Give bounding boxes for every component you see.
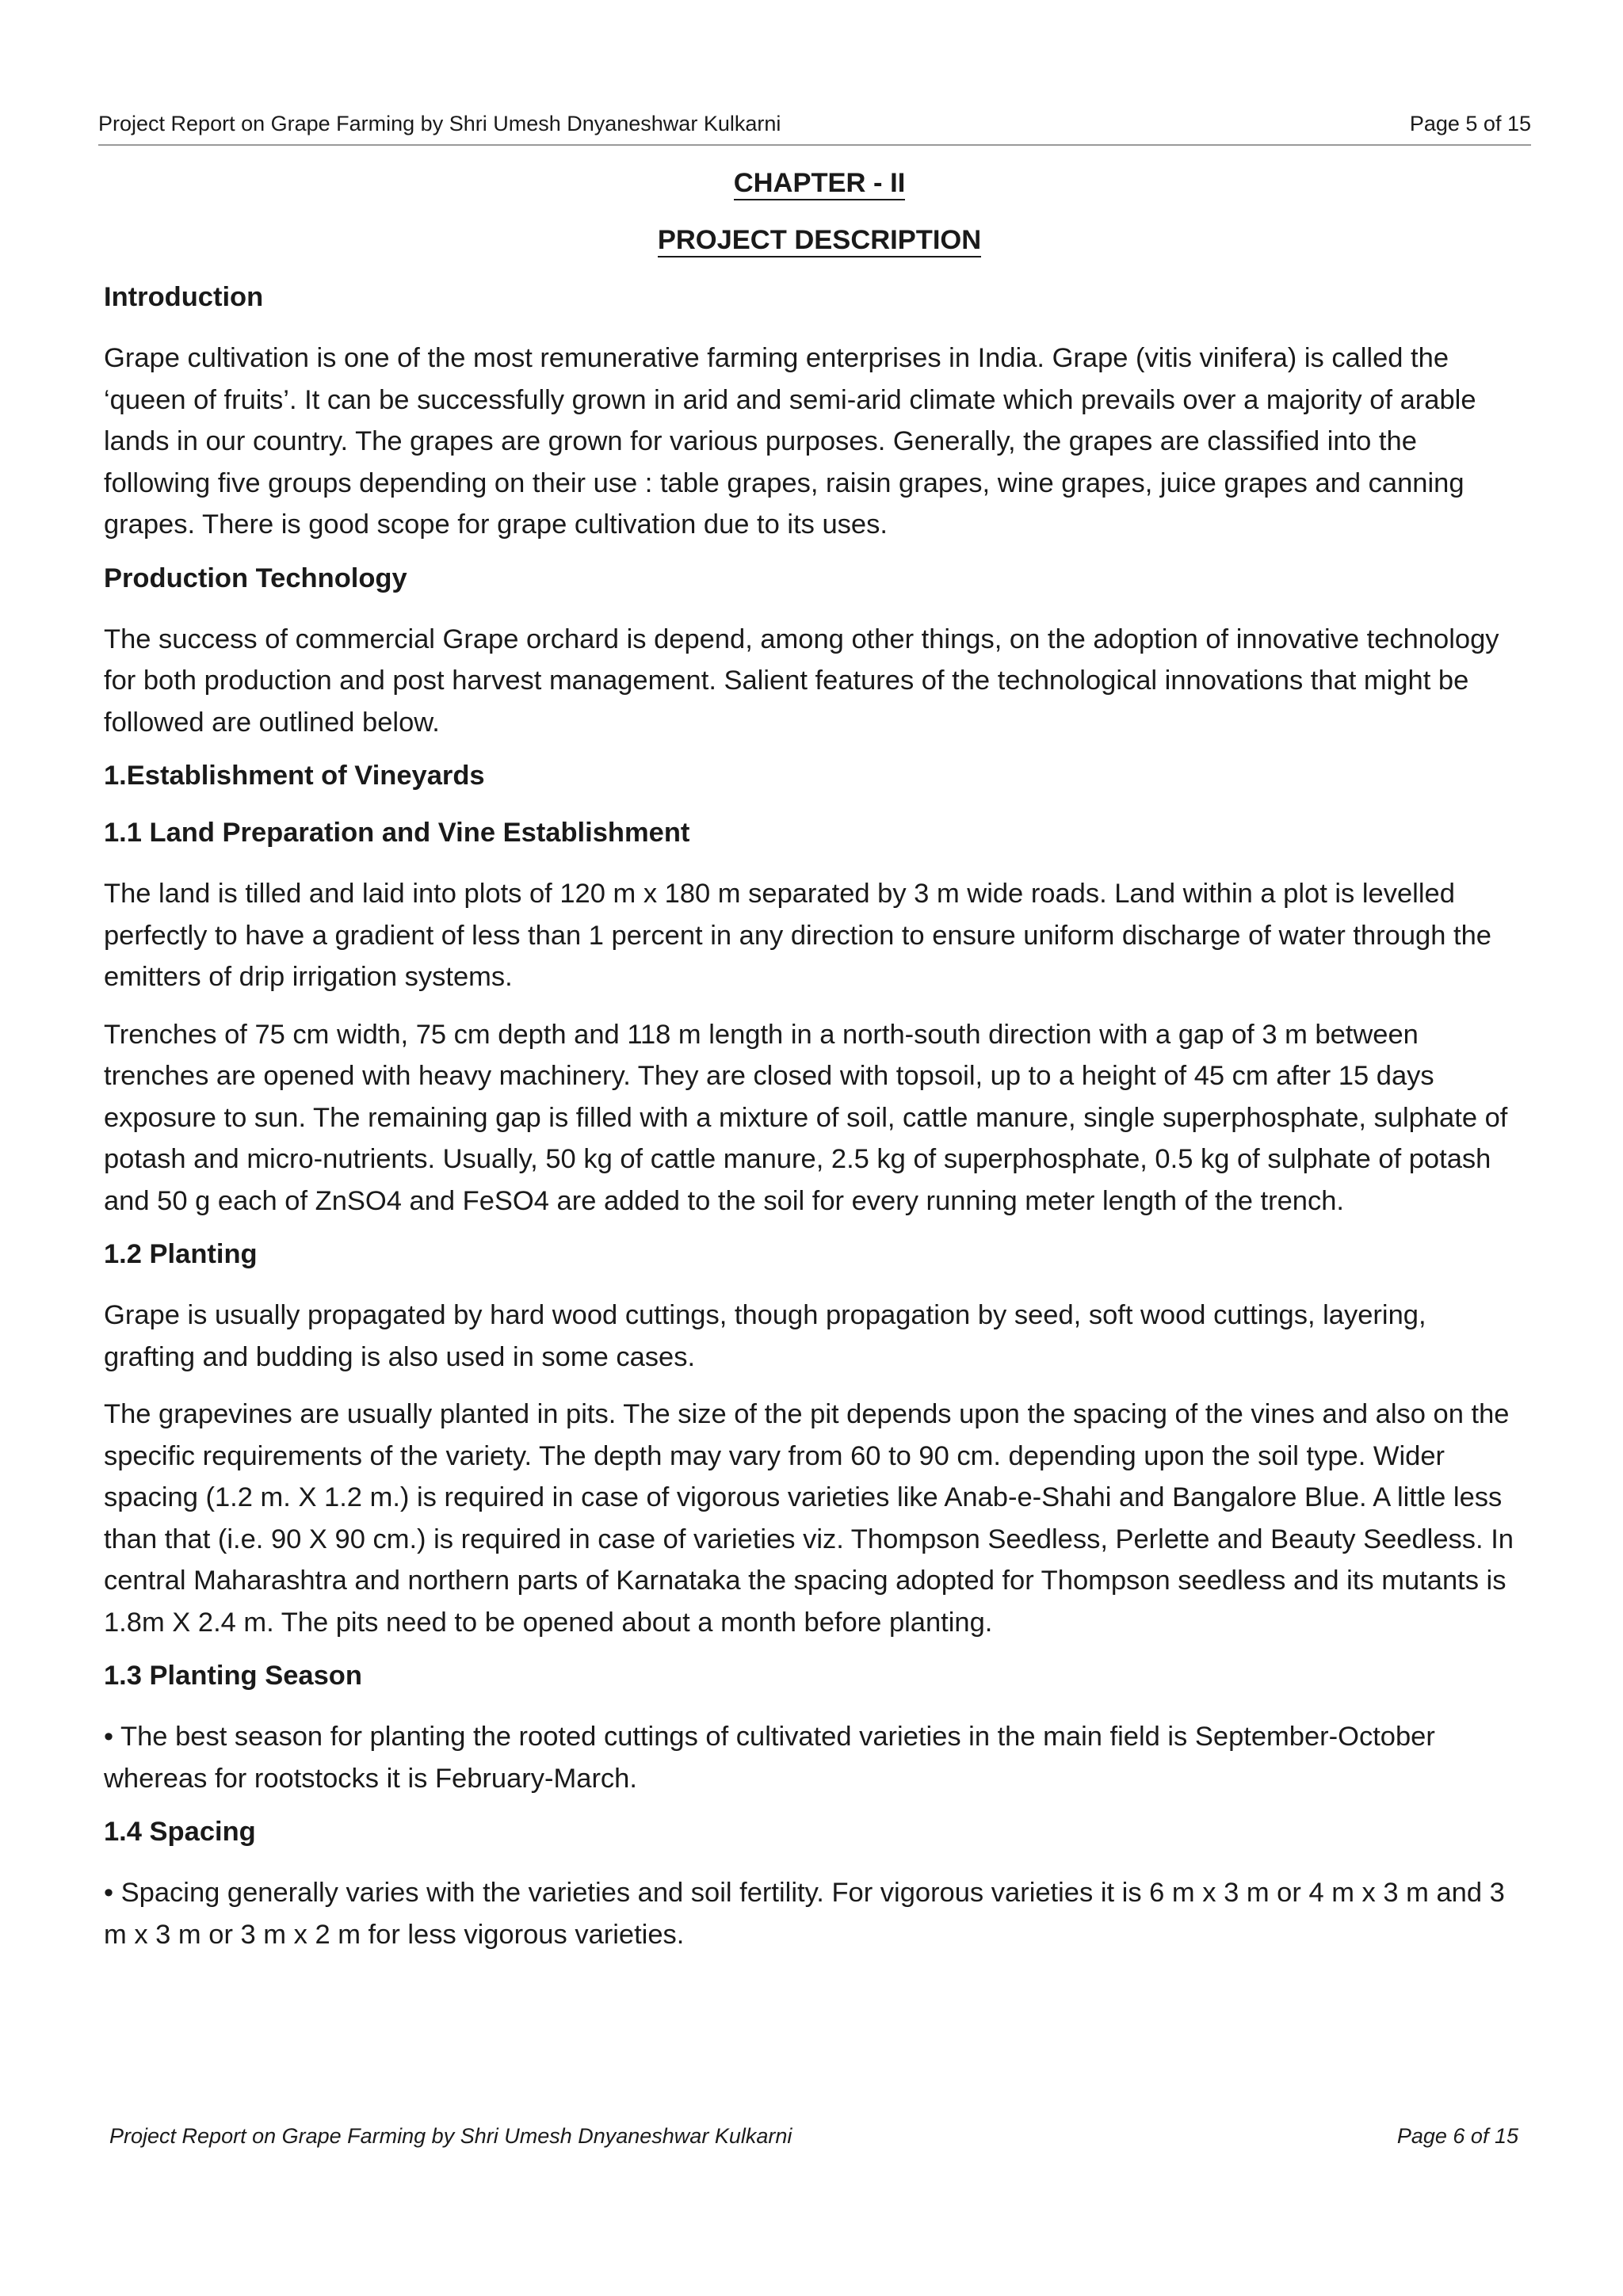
paragraph-land-preparation-1: The land is tilled and laid into plots of 120 m x 180 m separated by 3 m wide roads. Land within a plot is levelled perfectly to have a gradient of less than 1 percent in any direction to ensure uniform discharge of water through the emitters of drip irrigation systems. <box>104 879 1491 992</box>
paragraph-land-preparation-2: Trenches of 75 cm width, 75 cm depth and 118 m length in a north-south direction with a gap of 3 m between trenches are opened with heavy machinery. They are closed with topsoil, up to a height of 45 cm after 15 days exposure to sun. The remaining gap is filled with a mixture of soil, cattle manure, single superphosphate, sulphate of potash and micro-nutrients. Usually, 50 kg of cattle manure, 2.5 kg of superphosphate, 0.5 kg of sulphate of potash and 50 g each of ZnSO4 and FeSO4 are added to the soil for every running meter length of the trench. <box>104 1019 1508 1216</box>
paragraph-planting-1: Grape is usually propagated by hard wood cuttings, though propagation by seed, soft wood cuttings, layering, grafting and budding is also used in some cases. <box>104 1300 1426 1372</box>
section-heading-land-preparation: 1.1 Land Preparation and Vine Establishment <box>104 818 690 848</box>
section-heading-production-technology: Production Technology <box>104 563 407 593</box>
header-title: Project Report on Grape Farming by Shri Umesh Dnyaneshwar Kulkarni <box>98 112 781 135</box>
section-heading-spacing: 1.4 Spacing <box>104 1817 256 1847</box>
chapter-number <box>104 166 1519 200</box>
footer-title: Project Report on Grape Farming by Shri Umesh Dnyaneshwar Kulkarni <box>109 2124 792 2148</box>
chapter-title-text: PROJECT DESCRIPTION <box>658 225 981 257</box>
paragraph-planting-2: The grapevines are usually planted in pits. The size of the pit depends upon the spacing of the vines and also on the specific requirements of the variety. The depth may vary from 60 to 90 cm. depending upon the soil type. Wider spacing (1.2 m. X 1.2 m.) is required in case of vigorous varieties like Anab-e-Shahi and Bangalore Blue. A little less than that (i.e. 90 X 90 cm.) is required in case of varieties viz. Thompson Seedless, Perlette and Beauty Seedless. In central Maharashtra and northern parts of Karnataka the spacing adopted for Thompson seedless and its mutants is 1.8m X 2.4 m. The pits need to be opened about a month before planting. <box>104 1399 1514 1638</box>
page-content <box>104 166 1519 1971</box>
header-page-number: Page 5 of 15 <box>1409 112 1531 135</box>
footer-page-number: Page 6 of 15 <box>1396 2124 1518 2148</box>
section-heading-introduction: Introduction <box>104 282 264 312</box>
chapter-title <box>104 223 1519 257</box>
page-header <box>98 111 1531 146</box>
paragraph-production-technology: The success of commercial Grape orchard is depend, among other things, on the adoption of innovative technology for both production and post harvest management. Salient features of the technological innovations that might be followed are outlined below. <box>104 624 1499 738</box>
section-heading-planting-season: 1.3 Planting Season <box>104 1661 362 1691</box>
paragraph-planting-season: • The best season for planting the rooted cuttings of cultivated varieties in the main field is September-October whereas for rootstocks it is February-March. <box>104 1722 1435 1794</box>
paragraph-spacing: • Spacing generally varies with the varieties and soil fertility. For vigorous varieties it is 6 m x 3 m or 4 m x 3 m and 3 m x 3 m or 3 m x 2 m for less vigorous varieties. <box>104 1878 1505 1950</box>
section-heading-planting: 1.2 Planting <box>104 1239 258 1269</box>
section-heading-establishment: 1.Establishment of Vineyards <box>104 761 485 791</box>
chapter-number-text: CHAPTER - II <box>734 168 906 200</box>
paragraph-introduction: Grape cultivation is one of the most remunerative farming enterprises in India. Grape (vitis vinifera) is called the ‘queen of fruits’. It can be successfully grown in arid and semi-arid climate which prevails over a majority of arable lands in our country. The grapes are grown for various purposes. Generally, the grapes are classified into the following five groups depending on their use : table grapes, raisin grapes, wine grapes, juice grapes and canning grapes. There is good scope for grape cultivation due to its uses. <box>104 343 1476 540</box>
